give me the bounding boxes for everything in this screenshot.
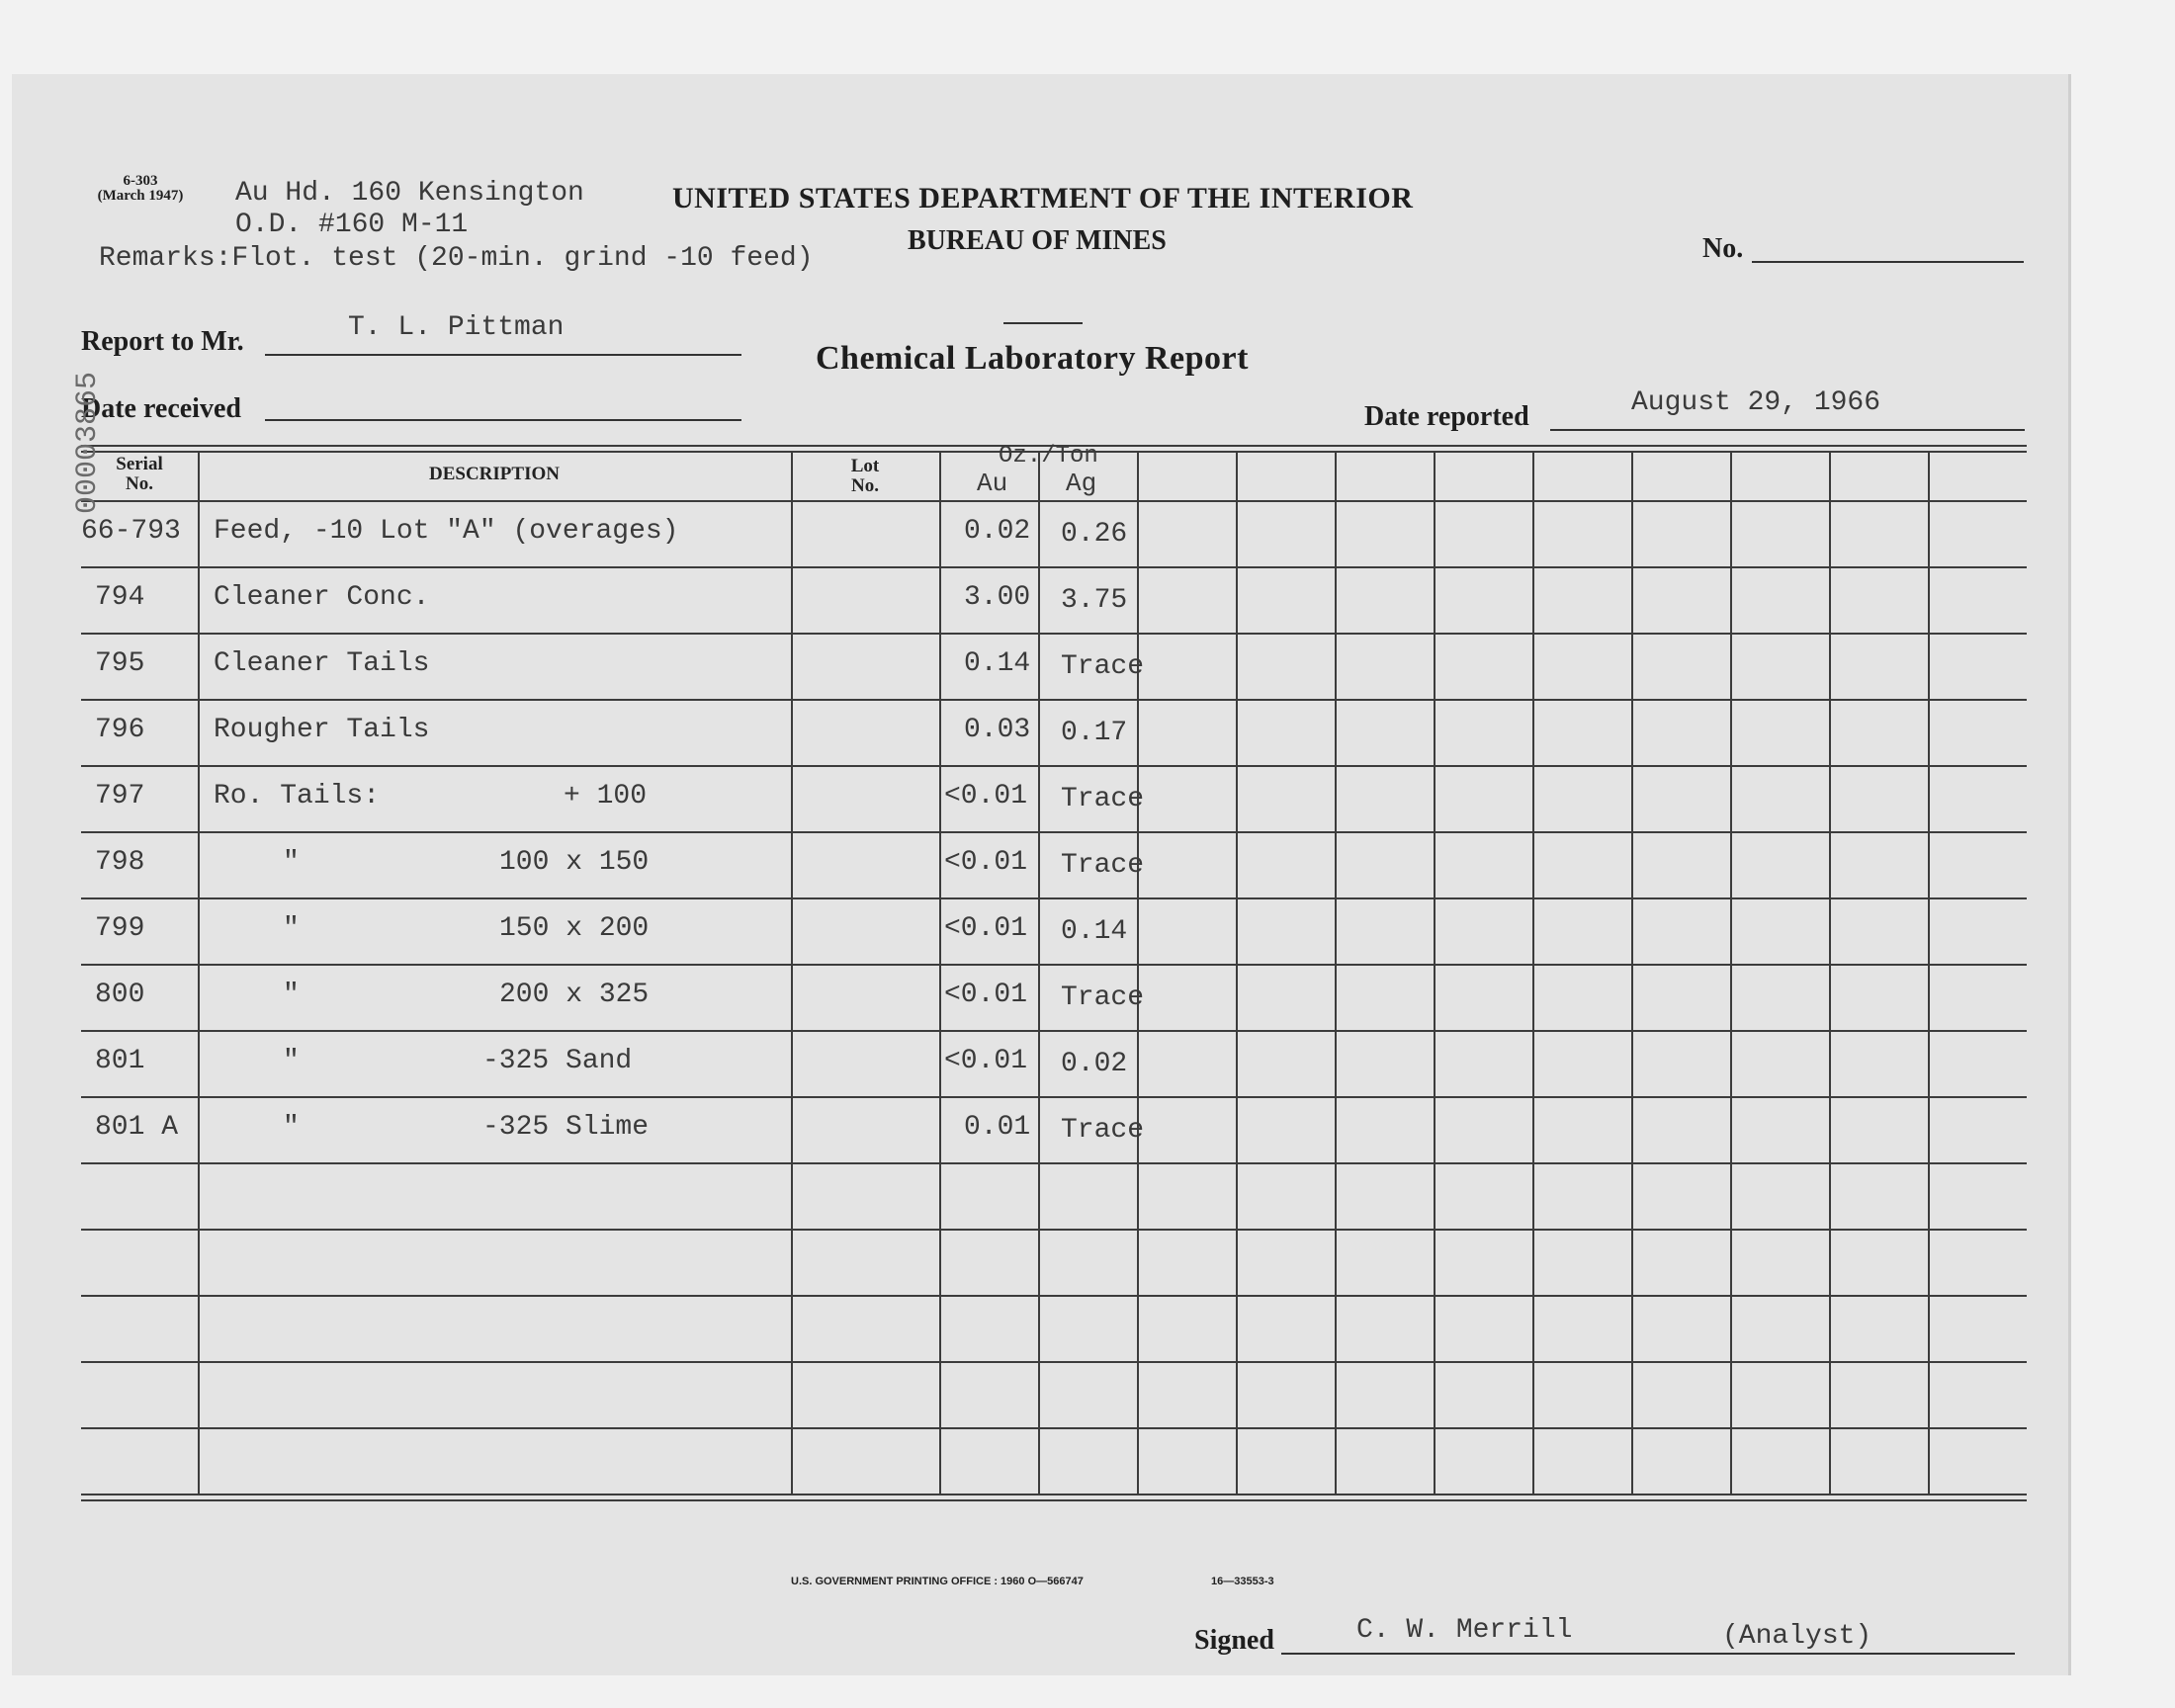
lot-header-line1: Lot [850, 456, 880, 476]
size-fraction-cell: 100 x 150 [499, 847, 650, 878]
typed-line-1: Au Hd. 160 Kensington [235, 178, 584, 209]
row-rule [81, 1494, 2027, 1495]
ag-cell: 0.14 [1061, 916, 1128, 947]
report-to-value: T. L. Pittman [348, 312, 565, 343]
side-stamp-digit: 00003865 [71, 371, 105, 514]
row-rule [81, 1295, 2027, 1297]
serial-cell: 797 [95, 781, 145, 811]
serial-cell: 794 [95, 582, 145, 613]
description-cell: Cleaner Conc. [214, 582, 430, 613]
au-cell: <0.01 [944, 847, 1028, 878]
table-row [81, 897, 2027, 964]
date-reported-line [1550, 429, 2025, 431]
serial-header-line2: No. [126, 473, 153, 494]
serial-cell: 798 [95, 847, 145, 878]
ag-cell: Trace [1061, 651, 1145, 682]
au-cell: <0.01 [944, 781, 1028, 811]
au-cell: 0.14 [964, 648, 1031, 679]
signed-label: Signed [1194, 1625, 1274, 1656]
bureau-heading: BUREAU OF MINES [908, 225, 1167, 256]
date-reported-label: Date reported [1364, 401, 1529, 432]
signed-value: C. W. Merrill [1356, 1615, 1573, 1646]
size-fraction-cell: -325 Sand [482, 1046, 633, 1076]
row-rule [81, 1229, 2027, 1231]
lot-header [791, 457, 939, 496]
report-to-line [265, 354, 741, 356]
ag-cell: 3.75 [1061, 585, 1128, 616]
serial-header-line1: Serial [116, 454, 163, 474]
ag-cell: Trace [1061, 982, 1145, 1013]
row-rule [81, 1162, 2027, 1164]
description-header: DESCRIPTION [429, 464, 560, 484]
size-fraction-cell: 150 x 200 [499, 913, 650, 944]
date-received-line [265, 419, 741, 421]
serial-cell: 795 [95, 648, 145, 679]
description-cell: " [283, 1046, 300, 1076]
ag-cell: 0.26 [1061, 519, 1128, 550]
table-row [81, 1030, 2027, 1096]
table-row [81, 831, 2027, 897]
ag-cell: Trace [1061, 1115, 1145, 1146]
department-heading: UNITED STATES DEPARTMENT OF THE INTERIOR [672, 182, 1414, 214]
description-cell: " [283, 913, 300, 944]
form-number [81, 174, 200, 204]
au-cell: 3.00 [964, 582, 1031, 613]
no-label: No. [1702, 233, 1744, 264]
report-title: Chemical Laboratory Report [816, 340, 1249, 377]
signed-line [1281, 1653, 2015, 1655]
ag-cell: Trace [1061, 784, 1145, 814]
row-rule [81, 1361, 2027, 1363]
form-edition: (March 1947) [97, 188, 184, 204]
printing-office-note: U.S. GOVERNMENT PRINTING OFFICE : 1960 O—566747 [791, 1576, 1084, 1587]
description-cell: Ro. Tails: [214, 781, 381, 811]
au-cell: 0.02 [964, 516, 1031, 547]
description-cell: Rougher Tails [214, 715, 430, 745]
serial-cell: 801 [95, 1046, 145, 1076]
au-header: Au [977, 469, 1008, 498]
au-cell: 0.01 [964, 1112, 1031, 1143]
au-cell: <0.01 [944, 913, 1028, 944]
size-fraction-cell: + 100 [564, 781, 648, 811]
ag-header: Ag [1066, 469, 1097, 498]
size-fraction-cell: 200 x 325 [499, 980, 650, 1010]
au-cell: <0.01 [944, 980, 1028, 1010]
analyst-label: (Analyst) [1722, 1621, 1872, 1652]
row-rule [81, 1427, 2027, 1429]
remarks: Remarks:Flot. test (20-min. grind -10 feed) [99, 243, 814, 274]
lot-header-line2: No. [851, 475, 879, 496]
ag-cell: Trace [1061, 850, 1145, 881]
description-cell: Cleaner Tails [214, 648, 430, 679]
form-code: 16—33553-3 [1211, 1576, 1274, 1587]
date-reported-value: August 29, 1966 [1631, 387, 1881, 418]
au-cell: <0.01 [944, 1046, 1028, 1076]
heading-divider [1003, 322, 1083, 324]
table-row [81, 964, 2027, 1030]
table-bottom-rule [81, 1499, 2027, 1501]
au-cell: 0.03 [964, 715, 1031, 745]
report-to-label: Report to Mr. [81, 326, 244, 357]
serial-cell: 66-793 [81, 516, 181, 547]
description-cell: " [283, 1112, 300, 1143]
form-number-value: 6-303 [123, 173, 158, 189]
table-row [81, 1096, 2027, 1162]
unit-header: Oz./Ton [999, 443, 1098, 470]
ag-cell: 0.02 [1061, 1049, 1128, 1079]
description-cell: Feed, -10 Lot "A" (overages) [214, 516, 679, 547]
description-cell: " [283, 847, 300, 878]
ag-cell: 0.17 [1061, 718, 1128, 748]
serial-cell: 800 [95, 980, 145, 1010]
date-received-label: Date received [81, 393, 241, 424]
serial-cell: 799 [95, 913, 145, 944]
description-cell: " [283, 980, 300, 1010]
size-fraction-cell: -325 Slime [482, 1112, 650, 1143]
serial-cell: 801 A [95, 1112, 179, 1143]
typed-line-2: O.D. #160 M-11 [235, 210, 469, 240]
no-field-line [1752, 261, 2024, 263]
serial-cell: 796 [95, 715, 145, 745]
